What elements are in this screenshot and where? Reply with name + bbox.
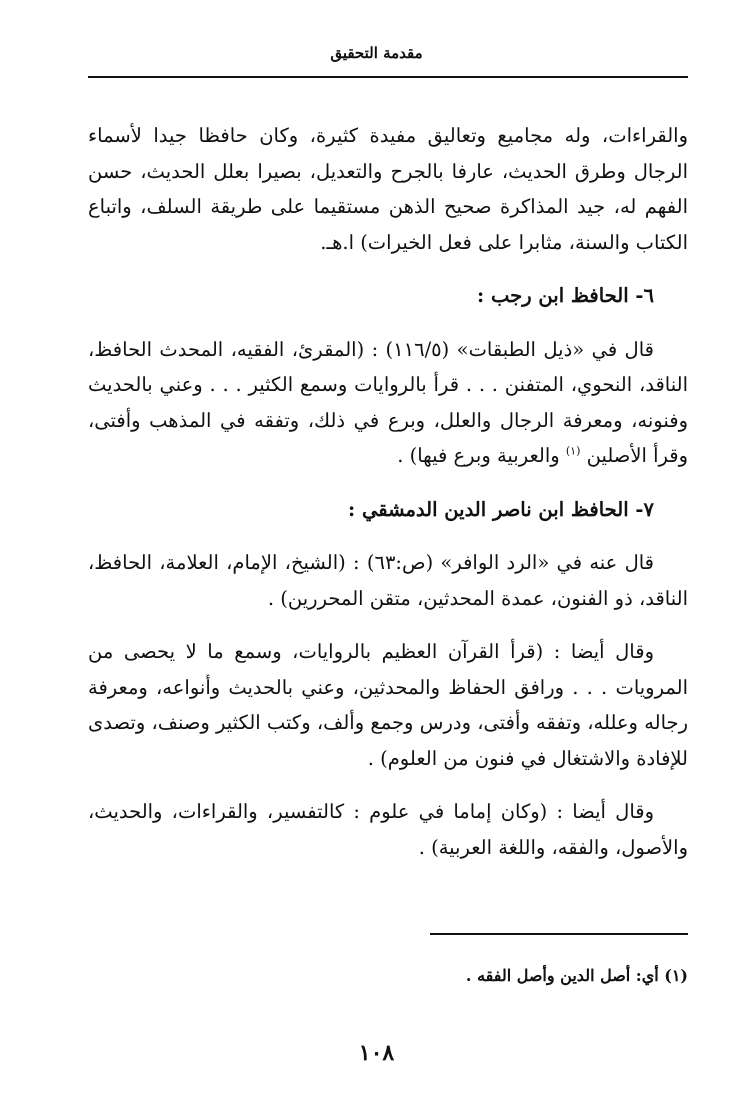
section-heading-ibn-nasir-al-din: ٧- الحافظ ابن ناصر الدين الدمشقي : <box>347 497 654 521</box>
paragraph-also-said-1: وقال أيضا : (قرأ القرآن العظيم بالروايات، وسمع ما لا يحصى من المرويات . . . ورافق الحفاظ والمحدثين، وعني بالحديث وأنواعه، ومعرفة رجاله وعلله، وتفقه وأفتى، ودرس وجمع وألف، وكتب الكثير وصنف، وتصدى للإفادة والاشتغال في فنون من العلوم) . <box>88 640 688 770</box>
header-divider <box>88 76 688 78</box>
paragraph-al-radd-al-wafir-quote: قال عنه في «الرد الوافر» (ص:٦٣) : (الشيخ، الإمام، العلامة، الحافظ، الناقد، ذو الفنون، عمدة المحدثين، متقن المحررين) . <box>88 551 688 610</box>
paragraph-continuation: والقراءات، وله مجاميع وتعاليق مفيدة كثيرة، وكان حافظا جيدا لأسماء الرجال وطرق الحديث، عارفا بالجرح والتعديل، بصيرا بعلل الحديث، حسن الفهم له، جيد المذاكرة صحيح الذهن مستقيما على طريقة السلف، واتباع الكتاب والسنة، مثابرا على فعل الخيرات) ا.هـ. <box>88 124 688 254</box>
quote-text-part-1: قال في «ذيل الطبقات» (١١٦/٥) : (المقرئ، الفقيه، المحدث الحافظ، الناقد، النحوي، المتفنن . . . قرأ بالروايات وسمع الكثير . . . وعني بالحديث وفنونه، ومعرفة الرجال والعلل، وبرع في ذلك، وتفقه في المذهب وأفتى، وقرأ الأصلين <box>88 337 688 467</box>
main-text <box>88 118 688 883</box>
footnote: (١) أي: أصل الدين وأصل الفقه . <box>465 966 688 985</box>
footnote-divider <box>430 933 688 935</box>
paragraph-ibn-rajab-quote <box>88 332 688 474</box>
quote-text-part-2: والعربية وبرع فيها) . <box>397 444 560 467</box>
running-header-title: مقدمة التحقيق <box>330 44 423 62</box>
paragraph-also-said-2: وقال أيضا : (وكان إماما في علوم : كالتفسير، والقراءات، والحديث، والأصول، والفقه، واللغة العربية) . <box>88 800 688 859</box>
footnote-reference[interactable]: (١) <box>565 444 581 458</box>
page-number: ١٠٨ <box>358 1040 395 1066</box>
section-heading-ibn-rajab: ٦- الحافظ ابن رجب : <box>477 284 654 307</box>
